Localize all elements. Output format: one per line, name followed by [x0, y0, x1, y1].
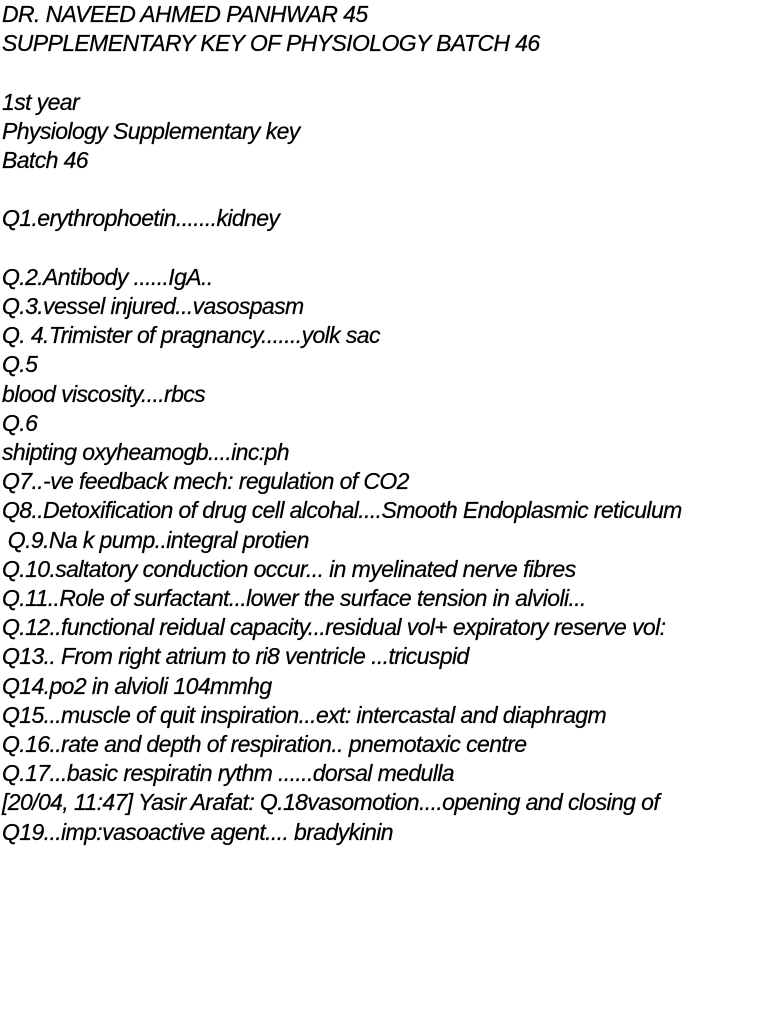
document-body — [2, 0, 762, 847]
answer-line: Q1.erythrophoetin.......kidney — [2, 205, 280, 232]
answer-line: shipting oxyheamogb....inc:ph — [2, 439, 289, 465]
spacer — [2, 234, 762, 263]
spacer — [2, 58, 762, 87]
subject-line: Physiology Supplementary key — [2, 117, 300, 144]
document-title: SUPPLEMENTARY KEY OF PHYSIOLOGY BATCH 46 — [2, 30, 540, 57]
answer-line: Q.10.saltatory conduction occur... in myelinated nerve fibres — [2, 555, 576, 582]
answer-line: [20/04, 11:47] Yasir Arafat: Q.18vasomotion....opening and closing of — [2, 789, 660, 816]
answer-line: Q. 4.Trimister of pragnancy.......yolk sac — [2, 322, 380, 349]
answer-line: Q19...imp:vasoactive agent.... bradykinin — [2, 818, 393, 845]
author-line: DR. NAVEED AHMED PANHWAR 45 — [2, 1, 368, 27]
spacer — [2, 175, 762, 204]
answer-line: Q8..Detoxification of drug cell alcohal....Smooth Endoplasmic reticulum — [2, 497, 682, 524]
answer-line: Q.12..functional reidual capacity...residual vol+ expiratory reserve vol: — [2, 614, 666, 641]
answer-line: blood viscosity....rbcs — [2, 380, 206, 407]
answer-line: Q.11..Role of surfactant...lower the surface tension in alvioli... — [2, 585, 586, 612]
answer-line: Q15...muscle of quit inspiration...ext: intercastal and diaphragm — [2, 701, 607, 728]
answer-line: Q.2.Antibody ......IgA.. — [2, 263, 213, 290]
answer-line: Q.16..rate and depth of respiration.. pnemotaxic centre — [2, 731, 527, 758]
year-line: 1st year — [2, 88, 80, 115]
answer-line: Q.6 — [2, 409, 38, 436]
answer-line: Q13.. From right atrium to ri8 ventricle ...tricuspid — [2, 643, 469, 670]
answer-line: Q.9.Na k pump..integral protien — [2, 526, 309, 553]
answer-line: Q.3.vessel injured...vasospasm — [2, 292, 304, 319]
answer-line: Q.5 — [2, 351, 38, 378]
answer-line: Q14.po2 in alvioli 104mmhg — [2, 672, 272, 699]
answer-line: Q7..-ve feedback mech: regulation of CO2 — [2, 468, 409, 495]
batch-line: Batch 46 — [2, 147, 88, 173]
answer-line: Q.17...basic respiratin rythm ......dorsal medulla — [2, 760, 454, 787]
